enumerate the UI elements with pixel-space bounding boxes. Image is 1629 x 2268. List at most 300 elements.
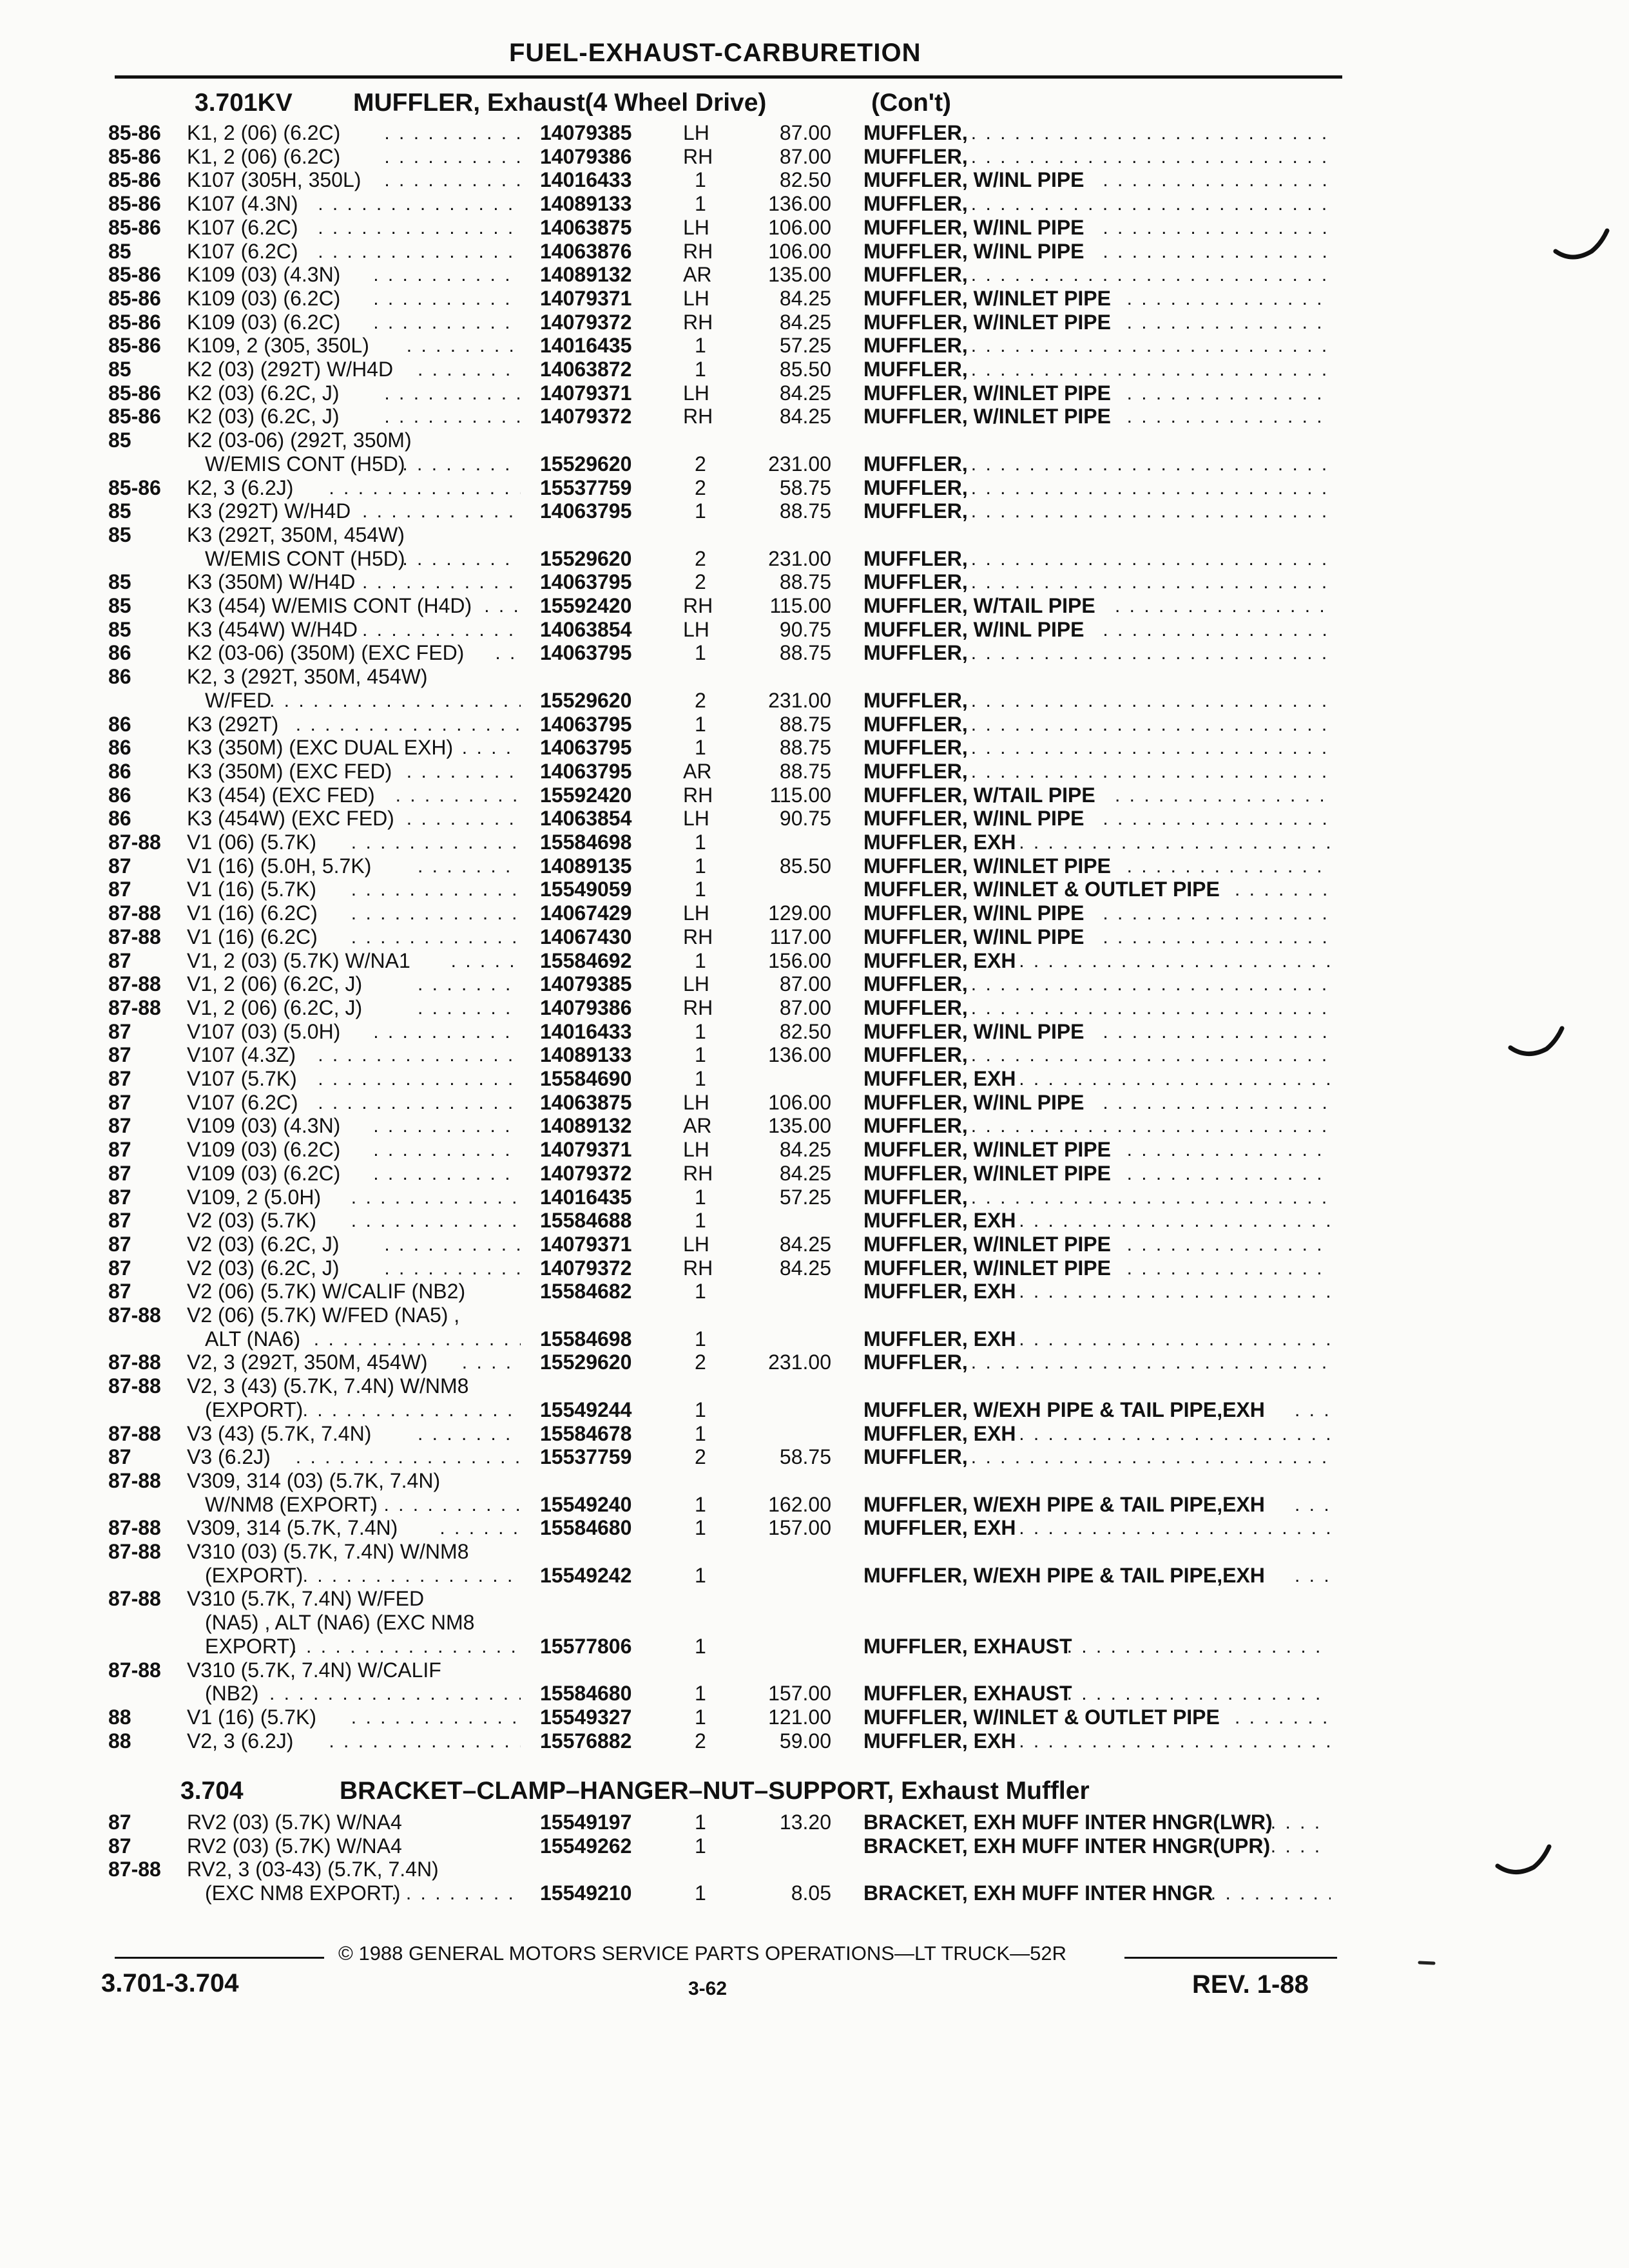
quantity: 1 <box>695 1811 706 1834</box>
application: V1, 2 (06) (6.2C, J) <box>187 995 363 1019</box>
quantity: LH <box>683 1138 709 1162</box>
application: K1, 2 (06) (6.2C) <box>187 121 341 144</box>
model-year: 87 <box>108 1090 131 1114</box>
check-mark <box>1508 1024 1566 1063</box>
description: MUFFLER, W/INL PIPE <box>863 617 1084 641</box>
leader-dots <box>971 263 1331 287</box>
price: 85.50 <box>779 854 831 878</box>
footer-section-range: 3.701-3.704 <box>101 1969 239 1997</box>
application: (NB2) <box>205 1682 259 1706</box>
model-year: 85-86 <box>108 144 161 168</box>
application: EXPORT) <box>205 1634 296 1658</box>
price: 157.00 <box>768 1682 831 1706</box>
leader-dots <box>971 358 1331 381</box>
footer-copyright: © 1988 GENERAL MOTORS SERVICE PARTS OPERATIONS—LT TRUCK—52R <box>338 1942 1066 1965</box>
quantity: AR <box>683 263 712 287</box>
price: 57.25 <box>779 1185 831 1209</box>
model-year: 87-88 <box>108 1858 161 1881</box>
part-number: 15576882 <box>540 1729 632 1753</box>
application: K3 (454) W/EMIS CONT (H4D) <box>187 594 472 617</box>
description: MUFFLER, W/INL PIPE <box>863 925 1084 948</box>
application: K3 (350M) (EXC FED) <box>187 759 392 783</box>
leader-dots <box>362 618 521 642</box>
quantity: 1 <box>695 1185 706 1209</box>
price: 88.75 <box>779 759 831 783</box>
model-year: 85-86 <box>108 334 161 358</box>
quantity: RH <box>683 310 713 334</box>
application: K1, 2 (06) (6.2C) <box>187 144 341 168</box>
description: MUFFLER, EXHAUST <box>863 1682 1072 1706</box>
leader-dots <box>1235 1706 1331 1729</box>
model-year: 86 <box>108 665 131 689</box>
application: K3 (454) (EXC FED) <box>187 783 375 807</box>
table-row <box>0 1540 1629 1564</box>
application: K109 (03) (6.2C) <box>187 310 341 334</box>
table-row <box>0 641 1629 665</box>
application: K3 (292T) <box>187 712 279 736</box>
leader-dots <box>971 334 1331 358</box>
description: MUFFLER, W/TAIL PIPE <box>863 594 1095 617</box>
application: K3 (292T, 350M, 454W) <box>187 523 405 546</box>
price: 157.00 <box>768 1516 831 1540</box>
section-number: 3.704 <box>180 1777 244 1805</box>
leader-dots <box>1271 1834 1331 1858</box>
table-row <box>0 1834 1629 1858</box>
model-year: 87 <box>108 1161 131 1185</box>
application: V310 (5.7K, 7.4N) W/CALIF <box>187 1658 441 1682</box>
table-row <box>0 1398 1629 1422</box>
price: 87.00 <box>779 972 831 996</box>
table-row <box>0 1729 1629 1753</box>
quantity: LH <box>683 617 709 641</box>
price: 231.00 <box>768 452 831 476</box>
leader-dots <box>407 760 521 783</box>
table-row <box>0 1658 1629 1682</box>
model-year: 85-86 <box>108 286 161 310</box>
part-number: 14067430 <box>540 925 632 948</box>
description: MUFFLER, W/INL PIPE <box>863 901 1084 925</box>
leader-dots <box>318 1091 521 1115</box>
model-year: 87 <box>108 854 131 878</box>
leader-dots <box>1019 1280 1331 1303</box>
quantity: 2 <box>695 546 706 570</box>
description: MUFFLER, <box>863 263 968 287</box>
part-number: 15549197 <box>540 1811 632 1834</box>
model-year: 87 <box>108 948 131 972</box>
quantity: RH <box>683 239 713 263</box>
application: V309, 314 (5.7K, 7.4N) <box>187 1516 398 1540</box>
description: MUFFLER, <box>863 1043 968 1067</box>
table-row <box>0 1564 1629 1588</box>
leader-dots <box>971 145 1331 169</box>
leader-dots <box>971 121 1331 145</box>
table-row <box>0 523 1629 547</box>
leader-dots <box>384 121 521 145</box>
leader-dots <box>402 452 521 476</box>
price: 129.00 <box>768 901 831 925</box>
description: MUFFLER, <box>863 995 968 1019</box>
table-row <box>0 1209 1629 1233</box>
leader-dots <box>1067 1635 1331 1658</box>
leader-dots <box>1019 1209 1331 1233</box>
table-row <box>0 216 1629 240</box>
leader-dots <box>971 499 1331 523</box>
description: MUFFLER, <box>863 546 968 570</box>
price: 136.00 <box>768 1043 831 1067</box>
application: K3 (292T) W/H4D <box>187 499 351 523</box>
model-year: 85 <box>108 239 131 263</box>
model-year: 85-86 <box>108 263 161 287</box>
price: 57.25 <box>779 334 831 358</box>
model-year: 87-88 <box>108 1303 161 1327</box>
model-year: 87 <box>108 1019 131 1043</box>
part-number: 15592420 <box>540 783 632 807</box>
part-number: 15549210 <box>540 1881 632 1905</box>
part-number: 15584688 <box>540 1209 632 1233</box>
leader-dots <box>269 689 521 713</box>
leader-dots <box>1019 1327 1331 1351</box>
description: MUFFLER, <box>863 736 968 760</box>
leader-dots <box>373 263 521 287</box>
part-number: 14079371 <box>540 286 632 310</box>
check-mark <box>1553 226 1611 264</box>
leader-dots <box>391 1881 521 1905</box>
table-row <box>0 1611 1629 1635</box>
application: V1 (16) (5.7K) <box>187 878 316 901</box>
application: V1, 2 (03) (5.7K) W/NA1 <box>187 948 410 972</box>
description: MUFFLER, <box>863 121 968 144</box>
part-number: 15537759 <box>540 476 632 499</box>
part-number: 14079371 <box>540 1138 632 1162</box>
part-number: 15549059 <box>540 878 632 901</box>
description: MUFFLER, W/INLET PIPE <box>863 286 1111 310</box>
section-continued: (Con't) <box>871 89 952 117</box>
description: MUFFLER, W/INLET PIPE <box>863 405 1111 428</box>
quantity: RH <box>683 925 713 948</box>
leader-dots <box>373 311 521 334</box>
leader-dots <box>1019 949 1331 973</box>
model-year: 87 <box>108 1209 131 1233</box>
application: V2 (06) (5.7K) W/FED (NA5) , <box>187 1303 460 1327</box>
table-row <box>0 287 1629 311</box>
quantity: 2 <box>695 570 706 594</box>
description: MUFFLER, W/INLET PIPE <box>863 1138 1111 1162</box>
table-row <box>0 547 1629 571</box>
quantity: 1 <box>695 1398 706 1421</box>
description: MUFFLER, <box>863 452 968 476</box>
quantity: LH <box>683 381 709 405</box>
part-number: 14016433 <box>540 1019 632 1043</box>
leader-dots <box>1127 287 1331 311</box>
table-row <box>0 570 1629 594</box>
leader-dots <box>1103 1091 1331 1115</box>
table-row <box>0 168 1629 192</box>
description: MUFFLER, <box>863 641 968 665</box>
part-number: 14063854 <box>540 617 632 641</box>
table-row <box>0 311 1629 334</box>
table-row <box>0 807 1629 831</box>
application: V109 (03) (4.3N) <box>187 1114 341 1138</box>
description: MUFFLER, W/INLET PIPE <box>863 310 1111 334</box>
application: V1 (06) (5.7K) <box>187 831 316 854</box>
model-year: 87-88 <box>108 1421 161 1445</box>
part-number: 14063875 <box>540 1090 632 1114</box>
quantity: 1 <box>695 1209 706 1233</box>
leader-dots <box>1211 1881 1331 1905</box>
leader-dots <box>329 1729 521 1753</box>
quantity: 1 <box>695 1682 706 1706</box>
part-number: 15529620 <box>540 688 632 712</box>
part-number: 14089132 <box>540 1114 632 1138</box>
description: BRACKET, EXH MUFF INTER HNGR(UPR) <box>863 1834 1271 1858</box>
part-number: 14079385 <box>540 121 632 144</box>
part-number: 14079372 <box>540 310 632 334</box>
price: 231.00 <box>768 546 831 570</box>
model-year: 87 <box>108 1834 131 1858</box>
application: V2 (03) (6.2C, J) <box>187 1256 340 1280</box>
model-year: 87 <box>108 1067 131 1090</box>
section-number: 3.701KV <box>195 89 293 117</box>
quantity: 2 <box>695 1350 706 1374</box>
part-number: 14079386 <box>540 995 632 1019</box>
table-row <box>0 1587 1629 1611</box>
application: V1 (16) (6.2C) <box>187 901 318 925</box>
part-number: 14016435 <box>540 1185 632 1209</box>
table-row <box>0 618 1629 642</box>
leader-dots <box>1295 1564 1331 1588</box>
quantity: RH <box>683 783 713 807</box>
quantity: 1 <box>695 831 706 854</box>
quantity: RH <box>683 1161 713 1185</box>
table-row <box>0 1162 1629 1186</box>
table-row <box>0 689 1629 713</box>
model-year: 85-86 <box>108 192 161 216</box>
table-row <box>0 1516 1629 1540</box>
price: 84.25 <box>779 1232 831 1256</box>
table-row <box>0 358 1629 381</box>
quantity: 1 <box>695 358 706 381</box>
application: RV2 (03) (5.7K) W/NA4 <box>187 1834 402 1858</box>
part-number: 15584692 <box>540 948 632 972</box>
price: 84.25 <box>779 1256 831 1280</box>
model-year: 85-86 <box>108 215 161 239</box>
description: MUFFLER, EXH <box>863 1516 1016 1540</box>
part-number: 14063795 <box>540 736 632 760</box>
quantity: 1 <box>695 1043 706 1067</box>
quantity: 1 <box>695 1327 706 1350</box>
model-year: 85 <box>108 617 131 641</box>
description: MUFFLER, <box>863 570 968 594</box>
leader-dots <box>971 476 1331 500</box>
leader-dots <box>1103 168 1331 192</box>
model-year: 85-86 <box>108 405 161 428</box>
application: V2, 3 (292T, 350M, 454W) <box>187 1350 428 1374</box>
price: 90.75 <box>779 807 831 831</box>
quantity: 1 <box>695 1492 706 1516</box>
quantity: AR <box>683 759 712 783</box>
price: 88.75 <box>779 570 831 594</box>
application: K2, 3 (6.2J) <box>187 476 294 499</box>
model-year: 88 <box>108 1705 131 1729</box>
leader-dots <box>1127 311 1331 334</box>
part-number: 15549327 <box>540 1705 632 1729</box>
quantity: 1 <box>695 948 706 972</box>
quantity: RH <box>683 144 713 168</box>
quantity: 1 <box>695 641 706 665</box>
application: V109 (03) (6.2C) <box>187 1138 341 1162</box>
leader-dots <box>351 1186 521 1209</box>
leader-dots <box>1103 901 1331 925</box>
quantity: LH <box>683 807 709 831</box>
section-name: MUFFLER, Exhaust(4 Wheel Drive) <box>353 89 767 117</box>
table-row <box>0 452 1629 476</box>
model-year: 87 <box>108 1138 131 1162</box>
model-year: 86 <box>108 783 131 807</box>
quantity: LH <box>683 1090 709 1114</box>
quantity: 1 <box>695 1067 706 1090</box>
description: MUFFLER, <box>863 712 968 736</box>
application: V109 (03) (6.2C) <box>187 1161 341 1185</box>
price: 58.75 <box>779 1445 831 1469</box>
leader-dots <box>1067 1682 1331 1706</box>
part-number: 14063795 <box>540 712 632 736</box>
table-row <box>0 713 1629 736</box>
description: MUFFLER, <box>863 1114 968 1138</box>
quantity: LH <box>683 1232 709 1256</box>
part-number: 15584680 <box>540 1682 632 1706</box>
part-number: 15537759 <box>540 1445 632 1469</box>
quantity: 2 <box>695 452 706 476</box>
leader-dots <box>384 381 521 405</box>
model-year: 87-88 <box>108 1658 161 1682</box>
model-year: 87 <box>108 1256 131 1280</box>
part-number: 14063872 <box>540 358 632 381</box>
table-row <box>0 831 1629 854</box>
description: MUFFLER, <box>863 1350 968 1374</box>
part-number: 14063876 <box>540 239 632 263</box>
part-number: 15529620 <box>540 1350 632 1374</box>
part-number: 14079386 <box>540 144 632 168</box>
part-number: 14063875 <box>540 215 632 239</box>
part-number: 15584678 <box>540 1421 632 1445</box>
title-rule <box>115 75 1342 79</box>
leader-dots <box>1127 381 1331 405</box>
leader-dots <box>296 713 521 736</box>
leader-dots <box>373 1138 521 1162</box>
application: K3 (350M) W/H4D <box>187 570 356 594</box>
leader-dots <box>318 216 521 240</box>
description: MUFFLER, EXH <box>863 1209 1016 1233</box>
model-year: 85 <box>108 523 131 546</box>
leader-dots <box>351 901 521 925</box>
leader-dots <box>971 972 1331 996</box>
check-mark <box>1495 1843 1553 1881</box>
application: V3 (43) (5.7K, 7.4N) <box>187 1421 372 1445</box>
price: 88.75 <box>779 641 831 665</box>
application: V310 (5.7K, 7.4N) W/FED <box>187 1587 425 1611</box>
part-number: 15549240 <box>540 1492 632 1516</box>
description: MUFFLER, <box>863 476 968 499</box>
leader-dots <box>971 1186 1331 1209</box>
quantity: 1 <box>695 1881 706 1905</box>
price: 231.00 <box>768 1350 831 1374</box>
application: K2 (03) (292T) W/H4D <box>187 358 394 381</box>
leader-dots <box>1103 1020 1331 1044</box>
application: K3 (350M) (EXC DUAL EXH) <box>187 736 454 760</box>
application: K2, 3 (292T, 350M, 454W) <box>187 665 428 689</box>
leader-dots <box>1295 1493 1331 1517</box>
description: MUFFLER, W/EXH PIPE & TAIL PIPE,EXH <box>863 1492 1265 1516</box>
leader-dots <box>362 570 521 594</box>
leader-dots <box>484 594 521 618</box>
leader-dots <box>971 1445 1331 1469</box>
leader-dots <box>373 287 521 311</box>
leader-dots <box>1103 807 1331 831</box>
leader-dots <box>1019 1516 1331 1540</box>
page-title: FUEL-EXHAUST-CARBURETION <box>509 39 921 67</box>
leader-dots <box>384 405 521 428</box>
price: 106.00 <box>768 1090 831 1114</box>
leader-dots <box>1103 240 1331 264</box>
model-year: 85-86 <box>108 121 161 144</box>
description: MUFFLER, W/INL PIPE <box>863 239 1084 263</box>
quantity: 2 <box>695 688 706 712</box>
model-year: 85-86 <box>108 310 161 334</box>
application: V107 (4.3Z) <box>187 1043 296 1067</box>
leader-dots <box>314 1327 521 1351</box>
part-number: 15584698 <box>540 831 632 854</box>
price: 82.50 <box>779 1019 831 1043</box>
leader-dots <box>971 736 1331 760</box>
model-year: 85 <box>108 358 131 381</box>
model-year: 87-88 <box>108 1516 161 1540</box>
part-number: 14063795 <box>540 641 632 665</box>
leader-dots <box>1127 1162 1331 1186</box>
application: K109 (03) (4.3N) <box>187 263 341 287</box>
section-name: BRACKET–CLAMP–HANGER–NUT–SUPPORT, Exhaust Muffler <box>340 1777 1090 1805</box>
model-year: 87-88 <box>108 995 161 1019</box>
quantity: 2 <box>695 476 706 499</box>
price: 106.00 <box>768 215 831 239</box>
leader-dots <box>1115 783 1331 807</box>
part-number: 14016433 <box>540 168 632 192</box>
leader-dots <box>373 1162 521 1186</box>
application: V2 (03) (5.7K) <box>187 1209 316 1233</box>
leader-dots <box>351 1209 521 1233</box>
description: BRACKET, EXH MUFF INTER HNGR(LWR) <box>863 1811 1273 1834</box>
description: MUFFLER, EXH <box>863 1327 1016 1350</box>
table-row <box>0 405 1629 428</box>
price: 58.75 <box>779 476 831 499</box>
quantity: RH <box>683 594 713 617</box>
part-number: 15584690 <box>540 1067 632 1090</box>
model-year: 87 <box>108 1114 131 1138</box>
table-row <box>0 1067 1629 1091</box>
application: V107 (03) (5.0H) <box>187 1019 341 1043</box>
quantity: LH <box>683 901 709 925</box>
leader-dots <box>318 192 521 216</box>
table-row <box>0 192 1629 216</box>
leader-dots <box>303 1398 521 1422</box>
model-year: 87 <box>108 1232 131 1256</box>
description: MUFFLER, W/INLET & OUTLET PIPE <box>863 878 1220 901</box>
description: MUFFLER, <box>863 334 968 358</box>
description: MUFFLER, W/INL PIPE <box>863 168 1084 192</box>
description: MUFFLER, <box>863 1185 968 1209</box>
application: K107 (6.2C) <box>187 239 298 263</box>
price: 121.00 <box>768 1705 831 1729</box>
leader-dots <box>269 1682 521 1706</box>
